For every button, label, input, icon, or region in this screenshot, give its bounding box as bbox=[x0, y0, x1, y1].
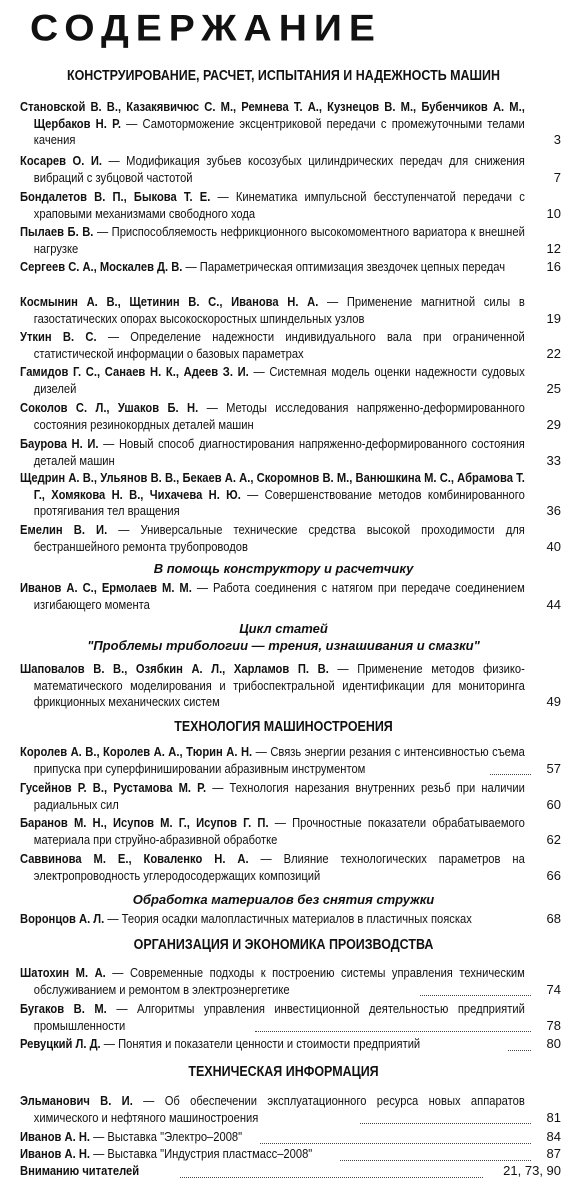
entry-authors: Баранов М. Н., Исупов М. Г., Исупов Г. П. bbox=[20, 815, 269, 830]
entry-page: 25 bbox=[546, 380, 561, 396]
entry-authors: Сергеев С. А., Москалев Д. В. bbox=[20, 259, 183, 274]
toc-entry[interactable] bbox=[20, 470, 563, 520]
toc-entry[interactable] bbox=[20, 1001, 563, 1034]
entry-page: 60 bbox=[546, 796, 561, 812]
subsection-heading: Обработка материалов без снятия стружки bbox=[132, 892, 435, 907]
entry-authors: Становской В. В., Казакявичюс С. М., Ремнева Т. А., Кузнецов В. М., Бубенчиков А. М., Щербаков Н. Р. bbox=[20, 99, 525, 131]
entry-title: — Работа соединения с натягом при передаче соединением изгибающего момента bbox=[33, 580, 525, 612]
section-heading: ТЕХНОЛОГИЯ МАШИНОСТРОЕНИЯ bbox=[174, 719, 393, 735]
entry-page: 7 bbox=[553, 169, 561, 185]
entry-page: 33 bbox=[546, 452, 561, 468]
entry-title: — Методы исследования напряженно-деформированного состояния резинокордных деталей машин bbox=[33, 400, 525, 432]
subsection-heading: Цикл статей bbox=[239, 621, 328, 636]
entry-title: — Модификация зубьев косозубых цилиндрических передач для снижения вибраций с зубцовой частотой bbox=[33, 153, 525, 185]
entry-title: — Новый способ диагностирования напряженно-деформированного состояния деталей машин bbox=[33, 436, 525, 468]
dot-leader bbox=[490, 764, 531, 775]
entry-page: 19 bbox=[546, 310, 561, 326]
entry-page: 66 bbox=[546, 867, 561, 883]
entry-title: — Самоторможение эксцентриковой передачи с промежуточными телами качения bbox=[33, 115, 525, 148]
toc-entry[interactable] bbox=[20, 153, 563, 186]
entry-authors: Шатохин М. А. bbox=[20, 965, 106, 980]
entry-authors: Воронцов А. Л. bbox=[20, 911, 105, 926]
entry-title: — Технология нарезания внутренних резьб при наличии радиальных сил bbox=[33, 780, 525, 812]
entry-title: — Определение надежности индивидуального вала при ограниченной статистической информации о базовых параметрах bbox=[33, 329, 525, 361]
entry-authors: Вниманию читателей bbox=[20, 1163, 140, 1178]
entry-page: 3 bbox=[553, 132, 561, 148]
entry-page: 10 bbox=[546, 205, 561, 221]
entry-authors: Уткин В. С. bbox=[20, 329, 97, 344]
toc-entry[interactable] bbox=[20, 436, 563, 469]
toc-entry[interactable] bbox=[20, 400, 563, 433]
toc-entry[interactable] bbox=[20, 1163, 563, 1180]
toc-entry[interactable] bbox=[20, 224, 563, 257]
entry-authors: Космынин А. В., Щетинин В. С., Иванова Н. А. bbox=[20, 294, 319, 309]
entry-title: — Выставка "Электро–2008" bbox=[93, 1129, 243, 1144]
entry-page: 22 bbox=[546, 345, 561, 361]
entry-title: — Применение методов физико-математического моделирования и трибоспектральной идентификации для мониторинга фрикционных механических систем bbox=[33, 661, 525, 710]
entry-authors: Королев А. В., Королев А. А., Тюрин А. Н. bbox=[20, 744, 253, 759]
entry-authors: Гусейнов Р. В., Рустамова М. Р. bbox=[20, 780, 207, 795]
toc-entry[interactable] bbox=[20, 1146, 563, 1163]
toc-entry[interactable] bbox=[20, 1036, 563, 1053]
toc-entry[interactable] bbox=[20, 329, 563, 362]
entry-authors: Пылаев Б. В. bbox=[20, 224, 94, 239]
section-heading: ОРГАНИЗАЦИЯ И ЭКОНОМИКА ПРОИЗВОДСТВА bbox=[133, 937, 434, 953]
entry-authors: Емелин В. И. bbox=[20, 522, 108, 537]
toc-entry[interactable] bbox=[20, 580, 563, 613]
dot-leader bbox=[420, 985, 531, 996]
toc-entry[interactable] bbox=[20, 815, 563, 848]
entry-title: — Совершенствование методов комбинированного протягивания тел вращения bbox=[33, 486, 525, 519]
entry-title: — Об обеспечении эксплуатационного ресурса новых аппаратов химического и нефтяного машиностроения bbox=[33, 1093, 525, 1125]
entry-authors: Шаповалов В. В., Озябкин А. Л., Харламов П. В. bbox=[20, 661, 329, 676]
entry-page: 12 bbox=[546, 240, 561, 256]
toc-entry[interactable] bbox=[20, 661, 563, 711]
entry-page: 29 bbox=[546, 416, 561, 432]
entry-page: 81 bbox=[546, 1109, 561, 1125]
section-heading: КОНСТРУИРОВАНИЕ, РАСЧЕТ, ИСПЫТАНИЯ И НАДЕЖНОСТЬ МАШИН bbox=[66, 68, 501, 84]
toc-entry[interactable] bbox=[20, 965, 563, 998]
dot-leader bbox=[260, 1133, 531, 1144]
entry-page: 87 bbox=[546, 1146, 561, 1161]
entry-page: 21, 73, 90 bbox=[503, 1163, 561, 1178]
entry-page: 49 bbox=[546, 694, 561, 710]
entry-authors: Щедрин А. В., Ульянов В. В., Бекаев А. А., Скоромнов В. М., Ванюшкина М. С., Абрамова Т. Г., Хомякова Н. В., Чихачева Н. Ю. bbox=[20, 470, 525, 502]
entry-authors: Гамидов Г. С., Санаев Н. К., Адеев З. И. bbox=[20, 364, 249, 379]
toc-entry[interactable] bbox=[20, 522, 563, 555]
entry-page: 40 bbox=[546, 538, 561, 554]
toc-entry[interactable] bbox=[20, 851, 563, 884]
entry-authors: Соколов С. Л., Ушаков Б. Н. bbox=[20, 400, 199, 415]
entry-authors: Баурова Н. И. bbox=[20, 436, 99, 451]
entry-authors: Косарев О. И. bbox=[20, 153, 102, 168]
entry-page: 74 bbox=[546, 981, 561, 997]
entry-title: — Теория осадки малопластичных материалов в пластичных поясках bbox=[107, 911, 472, 926]
entry-title: — Универсальные технические средства высокой проходимости для бестраншейного ремонта трубопроводов bbox=[33, 522, 525, 554]
entry-page: 62 bbox=[546, 831, 561, 847]
entry-title: — Современные подходы к построению системы управления техническим обслуживанием и ремонтом в электроэнергетике bbox=[33, 965, 525, 997]
entry-title: — Приспособляемость нефрикционного высокомоментного вариатора к внешней нагрузке bbox=[33, 224, 525, 256]
entry-title: — Выставка "Индустрия пластмасс–2008" bbox=[93, 1146, 313, 1161]
toc-entry[interactable] bbox=[20, 189, 563, 222]
page-title: СОДЕРЖАНИЕ bbox=[30, 8, 382, 49]
dot-leader bbox=[340, 1150, 531, 1161]
toc-entry[interactable] bbox=[20, 259, 563, 276]
entry-page: 16 bbox=[546, 259, 561, 274]
entry-page: 36 bbox=[546, 503, 561, 519]
entry-authors: Ревуцкий Л. Д. bbox=[20, 1036, 101, 1051]
toc-entry[interactable] bbox=[20, 911, 563, 928]
entry-title: — Понятия и показатели ценности и стоимости предприятий bbox=[103, 1036, 421, 1051]
entry-authors: Иванов А. Н. bbox=[20, 1129, 91, 1144]
entry-page: 57 bbox=[546, 760, 561, 776]
entry-title: — Алгоритмы управления инвестиционной деятельностью предприятий промышленности bbox=[33, 1001, 525, 1033]
entry-authors: Бондалетов В. П., Быкова Т. Е. bbox=[20, 189, 211, 204]
entry-title: — Применение магнитной силы в газостатических опорах высокоскоростных шпиндельных узлов bbox=[33, 294, 525, 326]
section-heading: ТЕХНИЧЕСКАЯ ИНФОРМАЦИЯ bbox=[188, 1064, 379, 1080]
dot-leader bbox=[360, 1113, 531, 1124]
toc-entry[interactable] bbox=[20, 780, 563, 813]
toc-entry[interactable] bbox=[20, 1093, 563, 1126]
subsection-heading: В помощь конструктору и расчетчику bbox=[153, 561, 414, 576]
entry-title: — Параметрическая оптимизация звездочек цепных передач bbox=[185, 259, 506, 274]
entry-authors: Иванов А. С., Ермолаев М. М. bbox=[20, 580, 192, 595]
toc-entry[interactable] bbox=[20, 1129, 563, 1146]
entry-page: 84 bbox=[546, 1129, 561, 1144]
entry-authors: Саввинова М. Е., Коваленко Н. А. bbox=[20, 851, 249, 866]
entry-page: 80 bbox=[546, 1036, 561, 1051]
entry-title: — Прочностные показатели обрабатываемого материала при струйно-абразивной обработке bbox=[33, 815, 525, 847]
entry-title: — Связь энергии резания с интенсивностью съема припуска при суперфинишировании абразивным инструментом bbox=[33, 744, 525, 776]
entry-authors: Бугаков В. М. bbox=[20, 1001, 107, 1016]
entry-page: 44 bbox=[546, 596, 561, 612]
dot-leader bbox=[255, 1021, 531, 1032]
entry-page: 78 bbox=[546, 1017, 561, 1033]
toc-entry[interactable] bbox=[20, 364, 563, 397]
entry-authors: Иванов А. Н. bbox=[20, 1146, 91, 1161]
toc-entry[interactable] bbox=[20, 99, 563, 149]
entry-title: — Системная модель оценки надежности судовых дизелей bbox=[33, 364, 525, 396]
subsection-subheading: "Проблемы трибологии — трения, изнашивания и смазки" bbox=[87, 638, 480, 653]
entry-title: — Влияние технологических параметров на электропроводность углеродосодержащих композиций bbox=[33, 851, 525, 883]
entry-title: — Кинематика импульсной бесступенчатой передачи с храповыми механизмами свободного хода bbox=[33, 189, 525, 221]
entry-authors: Эльманович В. И. bbox=[20, 1093, 133, 1108]
entry-page: 68 bbox=[546, 911, 561, 926]
toc-entry[interactable] bbox=[20, 294, 563, 327]
dot-leader bbox=[180, 1167, 483, 1178]
toc-entry[interactable] bbox=[20, 744, 563, 777]
dot-leader bbox=[508, 1040, 531, 1051]
